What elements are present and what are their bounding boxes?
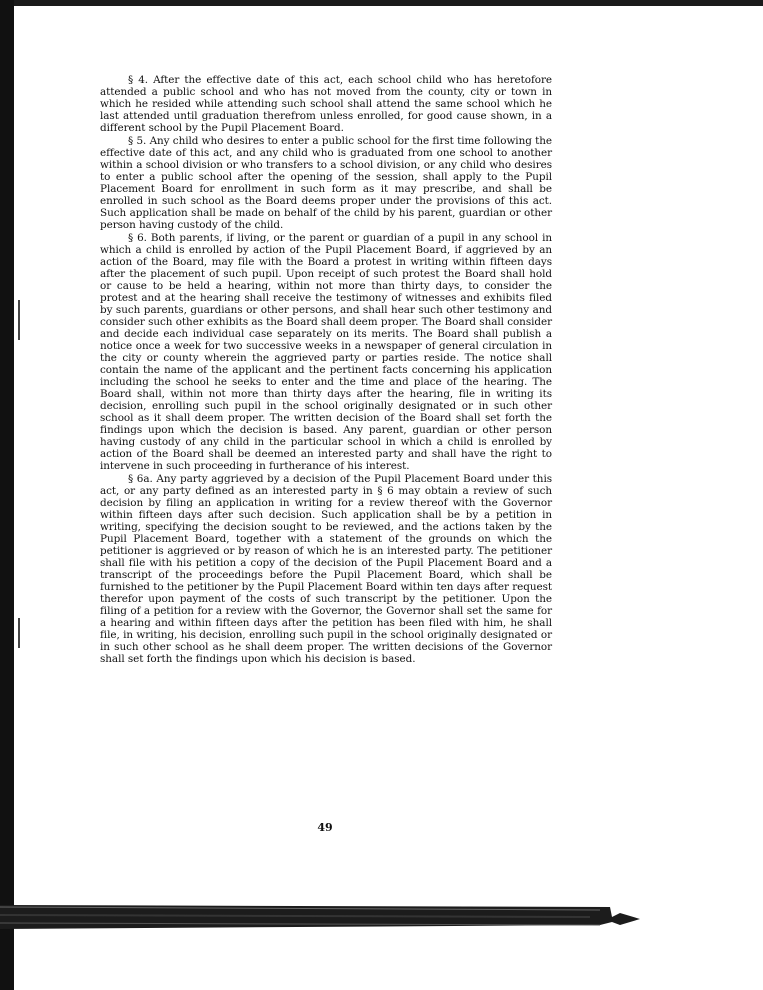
section-6a-paragraph: § 6a. Any party aggrieved by a decision of the Pupil Placement Board under this act, or any party defined as an interested party in § 6 may obtain a review of such decision by filing an application in writing for a review thereof with the Governor within fifteen days after such decision. Such application shall be by a petition in writing, specifying the decision sought to be reviewed, and the actions taken by the Pupil Placement Board, together with a statement of the grounds on which the petitioner is aggrieved or by reason of which he is an interested party. The petitioner shall file with his petition a copy of the decision of the Pupil Placement Board and a transcript of the proceedings before the Pupil Placement Board, which shall be furnished to the petitioner by the Pupil Placement Board within ten days after request therefor upon payment of the costs of such transcript by the petitioner. Upon the filing of a petition for a review with the Governor, the Governor shall set the same for a hearing and within fifteen days after the petition has been filed with him, he shall file, in writing, his decision, enrolling such pupil in the school originally designated or in such other school as he shall deem proper. The written decisions of the Governor shall set forth the findings upon which his decision is based. (100, 473, 552, 665)
section-6-paragraph: § 6. Both parents, if living, or the parent or guardian of a pupil in any school in which a child is enrolled by action of the Pupil Placement Board, if aggrieved by an action of the Board, may file with the Board a protest in writing within fifteen days after the placement of such pupil. Upon receipt of such protest the Board shall hold or cause to be held a hearing, within not more than thirty days, to consider the protest and at the hearing shall receive the testimony of witnesses and exhibits filed by such parents, guardians or other persons, and shall hear such other testimony and consider such other exhibits as the Board shall deem proper. The Board shall consider and decide each individual case separately on its merits. The Board shall publish a notice once a week for two successive weeks in a newspaper of general circulation in the city or county wherein the aggrieved party or parties reside. The notice shall contain the name of the applicant and the pertinent facts concerning his application including the school he seeks to enter and the time and place of the hearing. The Board shall, within not more than thirty days after the hearing, file in writing its decision, enrolling such pupil in the school originally designated or in such other school as it shall deem proper. The written decision of the Board shall set forth the findings upon which the decision is based. Any parent, guardian or other person having custody of any child in the particular school in which a child is enrolled by action of the Board shall be deemed an interested party and shall have the right to intervene in such proceeding in furtherance of his interest. (100, 232, 552, 472)
scan-bottom-artifact (0, 895, 763, 945)
section-4-paragraph: § 4. After the effective date of this act, each school child who has heretofore attended a public school and who has not moved from the county, city or town in which he resided while attending such school shall attend the same school which he last attended until graduation therefrom unless enrolled, for good cause shown, in a different school by the Pupil Placement Board. (100, 74, 552, 134)
statute-text (100, 74, 552, 666)
page-number: 49 (317, 821, 333, 834)
scan-top-edge (0, 0, 763, 6)
section-5-paragraph: § 5. Any child who desires to enter a public school for the first time following the effective date of this act, and any child who is graduated from one school to another within a school division or who transfers to a school division, or any child who desires to enter a public school after the opening of the session, shall apply to the Pupil Placement Board for enrollment in such form as it may prescribe, and shall be enrolled in such school as the Board deems proper under the provisions of this act. Such application shall be made on behalf of the child by his parent, guardian or other person having custody of the child. (100, 135, 552, 231)
margin-mark (18, 300, 20, 340)
scan-left-edge (0, 0, 14, 990)
margin-mark (18, 618, 20, 648)
